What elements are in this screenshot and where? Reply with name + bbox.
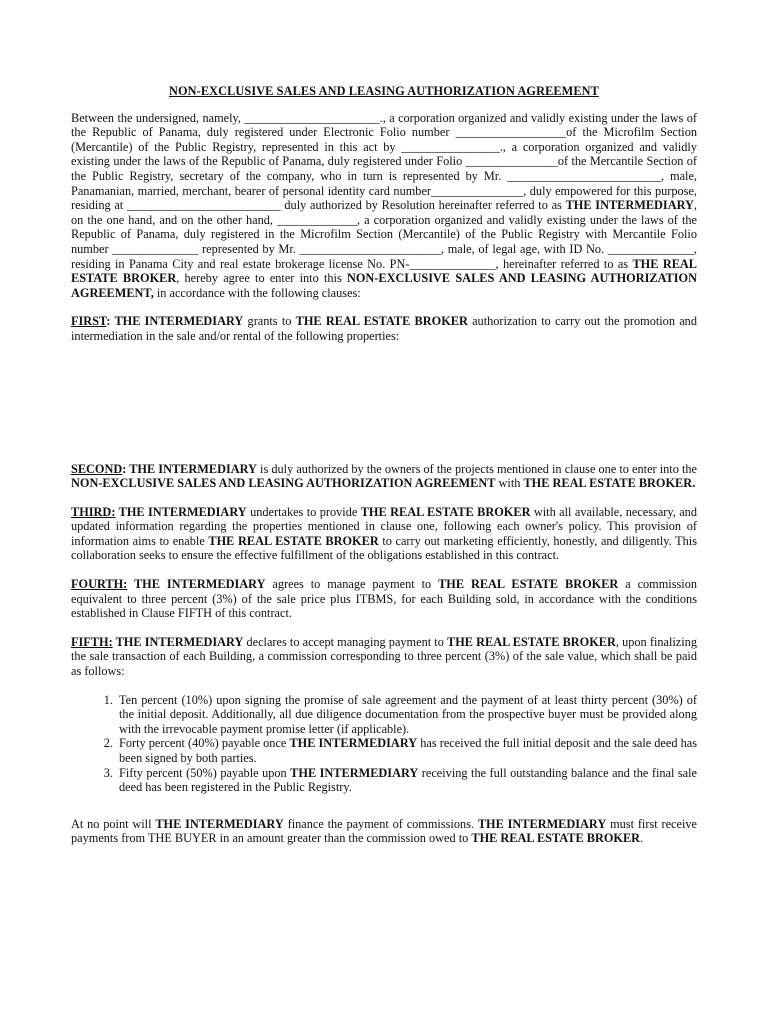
closing-text: At no point will [71,816,156,831]
clause-heading: SECOND [71,461,123,476]
agreement-term: NON-EXCLUSIVE SALES AND LEASING AUTHORIZATION AGREEMENT [71,476,496,491]
list-item [116,736,697,765]
broker-term: THE REAL ESTATE BROKER [295,314,468,329]
closing-text: finance the payment of commissions. [283,816,478,831]
clause-colon: : [122,461,130,476]
clause-text: declares to accept managing payment to [243,634,447,649]
clause-text: , upon finalizing the sale transaction of each Building, a commission corresponding to three percent (3%) of the sale value, which shall be paid as follows: [71,634,697,679]
clause-text: agrees to manage payment to [265,577,439,592]
clause-text: a commission equivalent to three percent (3%) of the sale price plus ITBMS, for each Building sold, in accordance with the conditions established in Clause FIFTH of this contract. [71,577,698,621]
intermediary-term: THE INTERMEDIARY [289,736,418,751]
intermediary-term: THE INTERMEDIARY [565,198,694,213]
clause-text: with [495,476,524,491]
list-item-text: has received the full initial deposit and the sale deed has been signed by both parties. [119,736,697,765]
clause-text: with all available, necessary, and updated information regarding the properties mentioned in clause one, following each owner's policy. This provision of information aims to enable [71,504,697,548]
clause-third [71,505,697,563]
payment-schedule-list [71,693,697,795]
closing-text: must first receive payments from THE BUYER in an amount greater than the commission owed to [71,816,697,846]
broker-term: THE REAL ESTATE BROKER [360,504,531,519]
closing-paragraph [71,817,697,846]
clause-heading: FOURTH: [71,577,128,592]
clause-first [71,314,697,343]
broker-term: THE REAL ESTATE BROKER [438,577,619,592]
clause-text: is duly authorized by the owners of the projects mentioned in clause one to enter into the [256,461,697,476]
list-item-text: Fifty percent (50%) payable upon [119,765,291,780]
broker-term: THE REAL ESTATE BROKER [71,256,697,286]
preamble-text: in accordance with the following clauses: [153,285,361,300]
clause-heading: THIRD: [71,504,116,519]
preamble-paragraph [71,111,697,301]
clause-colon: : [106,314,115,329]
intermediary-term: THE INTERMEDIARY [477,816,607,831]
document-title: NON-EXCLUSIVE SALES AND LEASING AUTHORIZATION AGREEMENT [169,84,599,98]
clause-fifth [71,635,697,679]
broker-term: THE REAL ESTATE BROKER [447,634,616,649]
list-item-text: Forty percent (40%) payable once [119,736,290,751]
intermediary-term: THE INTERMEDIARY [114,314,244,329]
clause-text: to carry out marketing efficiently, honestly, and diligently. This collaboration seeks to ensure the effective fulfillment of the obligations established in this contract. [71,533,697,563]
clause-second [71,462,697,491]
list-item-text: receiving the full outstanding balance and the final sale deed has been registered in the Public Registry. [119,765,697,795]
intermediary-term: THE INTERMEDIARY [129,461,257,476]
broker-term: THE REAL ESTATE BROKER. [523,476,696,491]
properties-blank-space [71,344,697,462]
intermediary-term: THE INTERMEDIARY [127,577,266,592]
intermediary-term: THE INTERMEDIARY [112,634,244,649]
preamble-text: , on the one hand, and on the other hand, _____________, a corporation organized and validly existing under the laws of the Republic of Panama, duly registered in the Microfilm Section (Mercantile) of the Public Registry with Mercantile Folio number ______________ represented by Mr. _______________________, male, of legal age, with ID No. ______________, residing in Panama City and real estate brokerage license No. PN-______________, hereinafter referred to as [71,198,697,271]
preamble-text: , hereby agree to enter into this [176,271,347,286]
agreement-term: NON-EXCLUSIVE SALES AND LEASING AUTHORIZATION AGREEMENT, [71,271,697,300]
clause-text: authorization to carry out the promotion and intermediation in the sale and/or rental of the following properties: [71,314,697,343]
clause-text: undertakes to provide [246,504,361,519]
intermediary-term: THE INTERMEDIARY [115,504,247,519]
preamble-text: Between the undersigned, namely, ______________________., a corporation organized and validly existing under the laws of the Republic of Panama, duly registered under Electronic Folio number __________________of the Microfilm Section (Mercantile) of the Public Registry, represented in this act by ________________., a corporation organized and validly existing under the laws of the Republic of Panama, duly registered under Folio _______________of the Mercantile Section of the Public Registry, secretary of the company, who in turn is represented by Mr. _________________________, male, Panamanian, married, merchant, bearer of personal identity card number_______________, duly empowered for this purpose, residing at _________________________ duly authorized by Resolution hereinafter referred to as [71,110,697,213]
clause-heading: FIRST [71,314,107,329]
intermediary-term: THE INTERMEDIARY [155,816,284,831]
closing-text: . [640,831,644,846]
broker-term: THE REAL ESTATE BROKER [208,533,379,548]
clause-fourth [71,577,697,621]
clause-heading: FIFTH: [71,634,113,649]
list-item-text: Ten percent (10%) upon signing the promise of sale agreement and the payment of at least thirty percent (30%) of the initial deposit. Additionally, all due diligence documentation from the prospective buyer must be provided along with the irrevocable payment promise letter (if applicable). [119,692,697,736]
intermediary-term: THE INTERMEDIARY [290,765,419,780]
list-item [116,766,697,795]
broker-term: THE REAL ESTATE BROKER [471,831,641,846]
clause-text: grants to [243,314,296,329]
list-item [116,693,697,737]
